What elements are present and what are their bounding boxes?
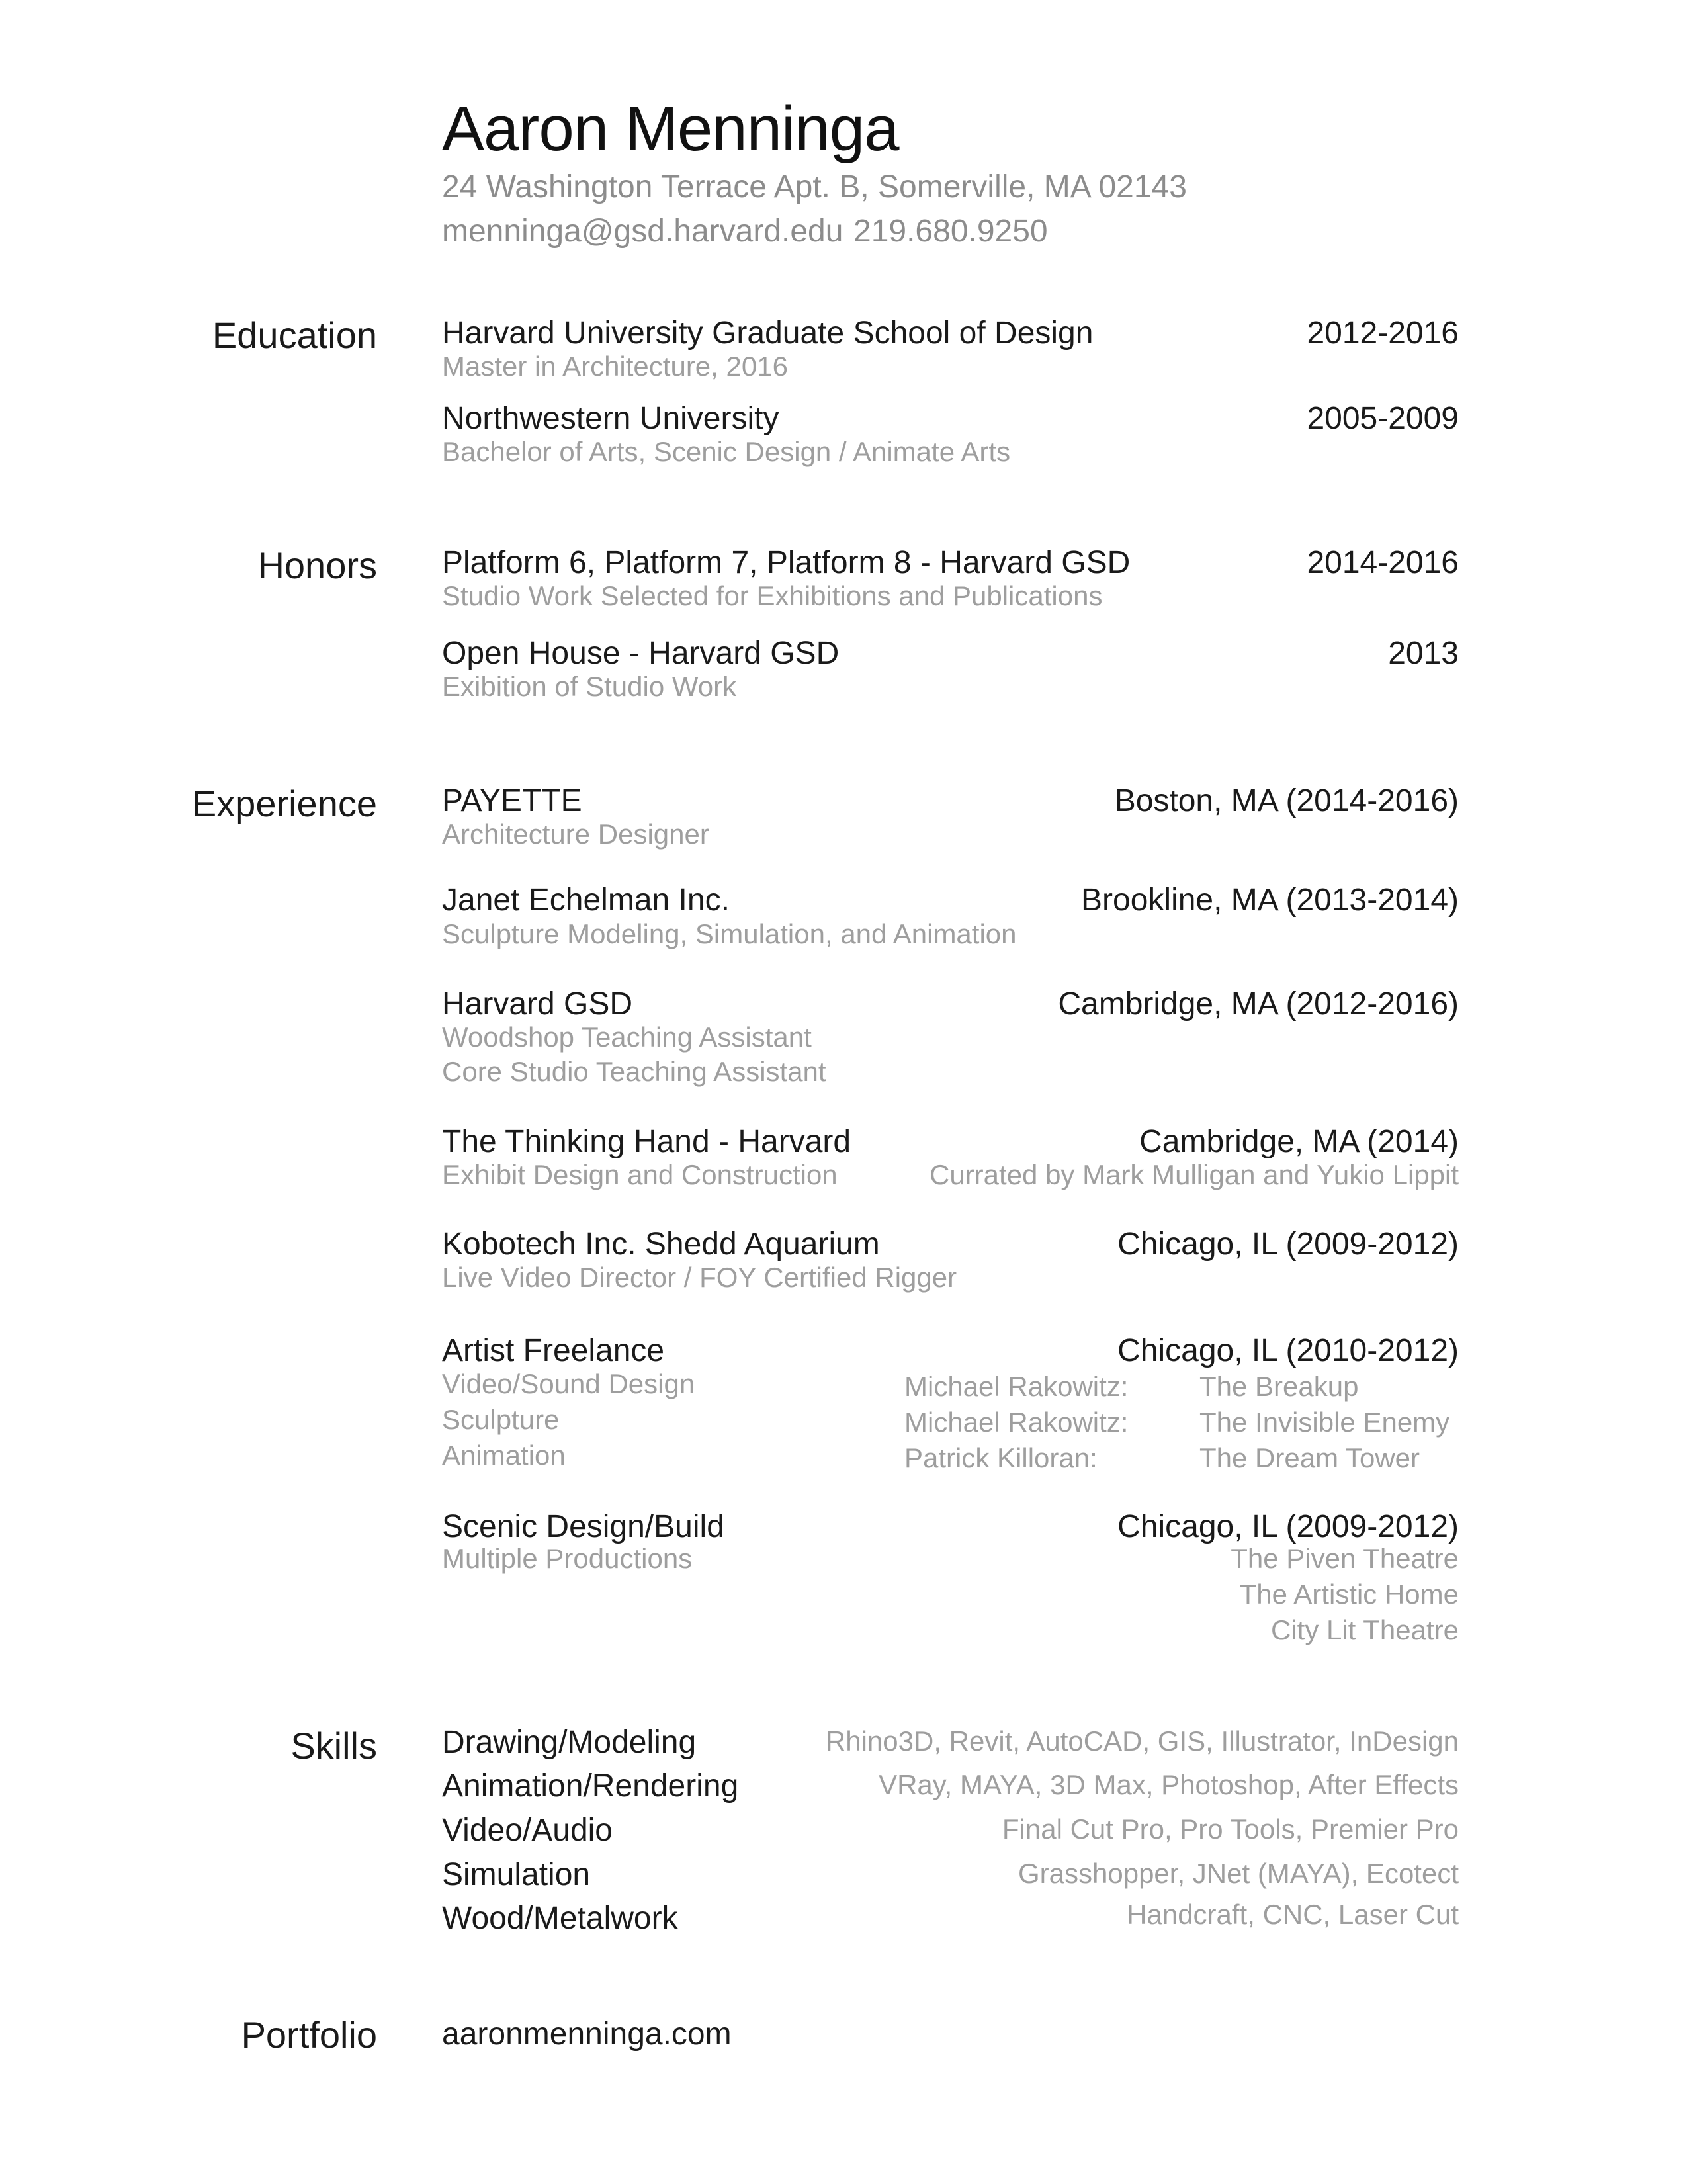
collaborator-work: The Breakup	[1199, 1371, 1359, 1402]
job-location: Cambridge, MA (2014)	[1139, 1124, 1459, 1159]
skill-name: Drawing/Modeling	[442, 1725, 697, 1760]
job-role: Architecture Designer	[442, 818, 709, 850]
collaborator-work: The Dream Tower	[1199, 1442, 1420, 1473]
portfolio-link[interactable]: aaronmenninga.com	[442, 2017, 732, 2052]
collaborator-work: The Invisible Enemy	[1199, 1407, 1450, 1438]
job-location: Chicago, IL (2009-2012)	[1117, 1227, 1459, 1262]
honor-description: Exibition of Studio Work	[442, 671, 737, 702]
job-role: Animation	[442, 1440, 566, 1471]
job-location: Chicago, IL (2009-2012)	[1117, 1509, 1459, 1544]
skill-tools: Grasshopper, JNet (MAYA), Ecotect	[1017, 1858, 1459, 1889]
job-role: Sculpture Modeling, Simulation, and Animation	[442, 918, 1017, 949]
section-honors-heading: Honors	[257, 545, 377, 586]
honor-date: 2013	[1388, 636, 1459, 671]
collaborator-name: Michael Rakowitz:	[904, 1371, 1129, 1402]
collaborator-name: Michael Rakowitz:	[904, 1407, 1129, 1438]
theatre-name: The Artistic Home	[1239, 1579, 1459, 1610]
theatre-name: City Lit Theatre	[1270, 1614, 1459, 1645]
education-title: Northwestern University	[442, 401, 779, 436]
job-location: Cambridge, MA (2012-2016)	[1058, 986, 1459, 1022]
honor-title: Open House - Harvard GSD	[442, 636, 840, 671]
address: 24 Washington Terrace Apt. B, Somerville, MA 02143	[442, 169, 1187, 204]
job-location: Brookline, MA (2013-2014)	[1081, 883, 1459, 918]
education-degree: Master in Architecture, 2016	[442, 351, 788, 382]
job-role: Live Video Director / FOY Certified Rigger	[442, 1262, 957, 1293]
skill-tools: Handcraft, CNC, Laser Cut	[1127, 1899, 1459, 1930]
phone: 219.680.9250	[853, 214, 1048, 249]
job-location: Chicago, IL (2010-2012)	[1117, 1333, 1459, 1368]
job-title: The Thinking Hand - Harvard	[442, 1124, 851, 1159]
job-title: Harvard GSD	[442, 986, 633, 1022]
section-portfolio-heading: Portfolio	[241, 2014, 377, 2056]
job-role: Exhibit Design and Construction	[442, 1159, 838, 1190]
job-location: Boston, MA (2014-2016)	[1114, 783, 1459, 818]
job-role: Sculpture	[442, 1404, 560, 1435]
section-skills-heading: Skills	[290, 1725, 377, 1767]
resume-name: Aaron Menninga	[442, 93, 899, 164]
job-title: Scenic Design/Build	[442, 1509, 724, 1544]
skill-tools: Final Cut Pro, Pro Tools, Premier Pro	[1002, 1813, 1459, 1845]
skill-name: Wood/Metalwork	[442, 1901, 678, 1936]
job-title: Janet Echelman Inc.	[442, 883, 730, 918]
honor-date: 2014-2016	[1307, 545, 1459, 580]
skill-name: Video/Audio	[442, 1813, 613, 1848]
skill-name: Simulation	[442, 1857, 591, 1892]
skill-name: Animation/Rendering	[442, 1769, 739, 1804]
job-title: PAYETTE	[442, 783, 582, 818]
section-experience-heading: Experience	[191, 783, 377, 824]
education-date: 2012-2016	[1307, 316, 1459, 351]
job-role: Multiple Productions	[442, 1543, 693, 1574]
job-role: Video/Sound Design	[442, 1368, 695, 1399]
job-role: Core Studio Teaching Assistant	[442, 1056, 826, 1087]
job-note: Currated by Mark Mulligan and Yukio Lippit	[930, 1159, 1459, 1190]
skill-tools: Rhino3D, Revit, AutoCAD, GIS, Illustrator, InDesign	[825, 1725, 1459, 1757]
job-title: Artist Freelance	[442, 1333, 665, 1368]
email[interactable]: menninga@gsd.harvard.edu	[442, 214, 844, 249]
job-role: Woodshop Teaching Assistant	[442, 1022, 812, 1053]
collaborator-name: Patrick Killoran:	[904, 1442, 1098, 1473]
education-title: Harvard University Graduate School of Design	[442, 316, 1094, 351]
section-education-heading: Education	[212, 314, 377, 356]
education-degree: Bachelor of Arts, Scenic Design / Animate Arts	[442, 436, 1011, 467]
honor-description: Studio Work Selected for Exhibitions and Publications	[442, 580, 1103, 611]
theatre-name: The Piven Theatre	[1231, 1543, 1459, 1574]
job-title: Kobotech Inc. Shedd Aquarium	[442, 1227, 880, 1262]
honor-title: Platform 6, Platform 7, Platform 8 - Harvard GSD	[442, 545, 1131, 580]
education-date: 2005-2009	[1307, 401, 1459, 436]
skill-tools: VRay, MAYA, 3D Max, Photoshop, After Effects	[879, 1769, 1459, 1800]
